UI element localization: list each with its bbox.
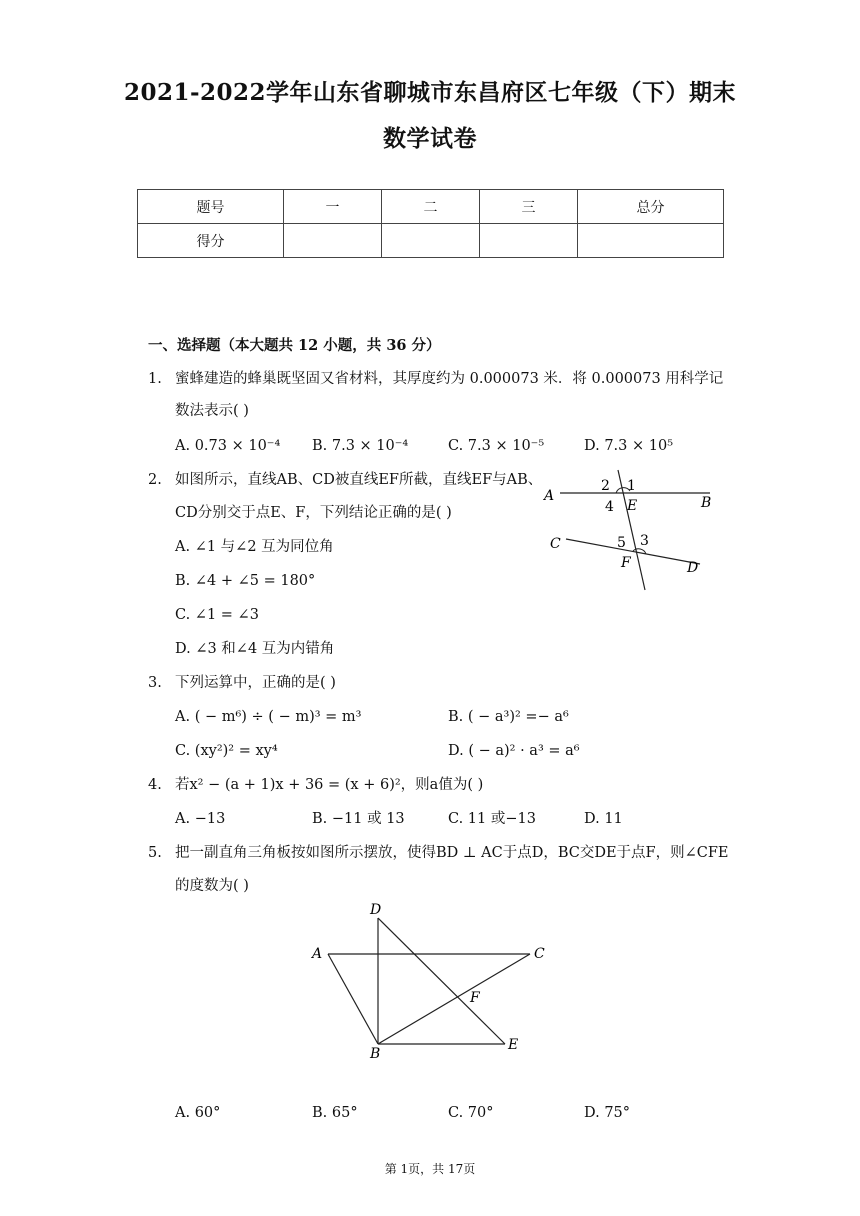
option-b: B. −11 或 13 [312, 811, 405, 827]
figure-label-b: B [370, 1046, 381, 1062]
question-number: 3. [148, 675, 162, 691]
angle-label-2: 2 [601, 478, 610, 494]
option-c: C. 7.3 × 10⁻⁵ [448, 438, 545, 454]
figure-label-d: D [370, 902, 382, 918]
option-b: B. 65° [312, 1105, 358, 1121]
score-cell [480, 224, 578, 258]
option-c: C. 70° [448, 1105, 494, 1121]
figure-label-f: F [621, 555, 631, 571]
question-text: 的度数为( ) [175, 878, 249, 894]
question-text: 数法表示( ) [175, 403, 249, 419]
score-header-cell: 总分 [578, 190, 724, 224]
score-cell [382, 224, 480, 258]
score-header-cell: 一 [284, 190, 382, 224]
score-table [137, 189, 724, 258]
option-d: D. 75° [584, 1105, 631, 1121]
angle-label-4: 4 [605, 499, 614, 515]
score-header-cell: 三 [480, 190, 578, 224]
score-cell [284, 224, 382, 258]
question-text: CD分别交于点E、F，下列结论正确的是( ) [175, 505, 452, 521]
figure-label-e: E [508, 1037, 519, 1053]
option-c: C. 11 或−13 [448, 811, 536, 827]
angle-label-5: 5 [617, 535, 626, 551]
question-number: 4. [148, 777, 162, 793]
question-text: 下列运算中，正确的是( ) [175, 675, 336, 691]
figure-label-d: D [687, 560, 699, 576]
option-d: D. 11 [584, 811, 623, 827]
score-table-row [138, 224, 724, 258]
option-c: C. (xy²)² = xy⁴ [175, 743, 278, 759]
figure-label-b: B [701, 495, 712, 511]
question-text: 蜜蜂建造的蜂巢既坚固又省材料，其厚度约为 0.000073 米．将 0.000073 用科学记 [175, 371, 724, 387]
option-d: D. ∠3 和∠4 互为内错角 [175, 641, 335, 657]
option-b: B. ∠4 + ∠5 = 180° [175, 573, 316, 589]
question-number: 1. [148, 371, 162, 387]
figure-triangles [300, 898, 560, 1063]
page-subtitle: 数学试卷 [383, 125, 477, 152]
option-a: A. −13 [175, 811, 226, 827]
option-b: B. 7.3 × 10⁻⁴ [312, 438, 409, 454]
option-a: A. ( − m⁶) ÷ ( − m)³ = m³ [175, 709, 362, 725]
section-heading: 一、选择题（本大题共 12 小题，共 36 分） [148, 337, 441, 354]
question-number: 5. [148, 845, 162, 861]
page-footer: 第 1页，共 17页 [384, 1162, 476, 1176]
angle-label-3: 3 [640, 533, 649, 549]
figure-parallel-lines [540, 466, 720, 596]
figure-label-c: C [550, 536, 561, 552]
option-a: A. ∠1 与∠2 互为同位角 [175, 539, 334, 555]
question-text: 把一副直角三角板按如图所示摆放，使得BD ⊥ AC于点D，BC交DE于点F，则∠CFE [175, 845, 729, 861]
question-number: 2. [148, 472, 162, 488]
page-title: 2021-2022学年山东省聊城市东昌府区七年级（下）期末 [123, 79, 737, 106]
figure-label-a: A [312, 946, 323, 962]
question-text: 如图所示，直线AB、CD被直线EF所截，直线EF与AB、 [175, 472, 543, 488]
figure-label-f: F [470, 990, 480, 1006]
option-a: A. 60° [175, 1105, 221, 1121]
question-text: 若x² − (a + 1)x + 36 = (x + 6)²，则a值为( ) [175, 777, 484, 793]
score-row-label: 得分 [138, 224, 284, 258]
option-b: B. ( − a³)² =− a⁶ [448, 709, 569, 725]
angle-label-1: 1 [627, 478, 636, 494]
option-d: D. 7.3 × 10⁵ [584, 438, 674, 454]
score-cell [578, 224, 724, 258]
figure-label-c: C [534, 946, 545, 962]
score-header-cell: 二 [382, 190, 480, 224]
figure-label-a: A [544, 488, 555, 504]
score-header-cell: 题号 [138, 190, 284, 224]
option-c: C. ∠1 = ∠3 [175, 607, 259, 623]
option-d: D. ( − a)² · a³ = a⁶ [448, 743, 580, 759]
figure-label-e: E [627, 498, 638, 514]
score-table-header-row [138, 190, 724, 224]
option-a: A. 0.73 × 10⁻⁴ [175, 438, 281, 454]
